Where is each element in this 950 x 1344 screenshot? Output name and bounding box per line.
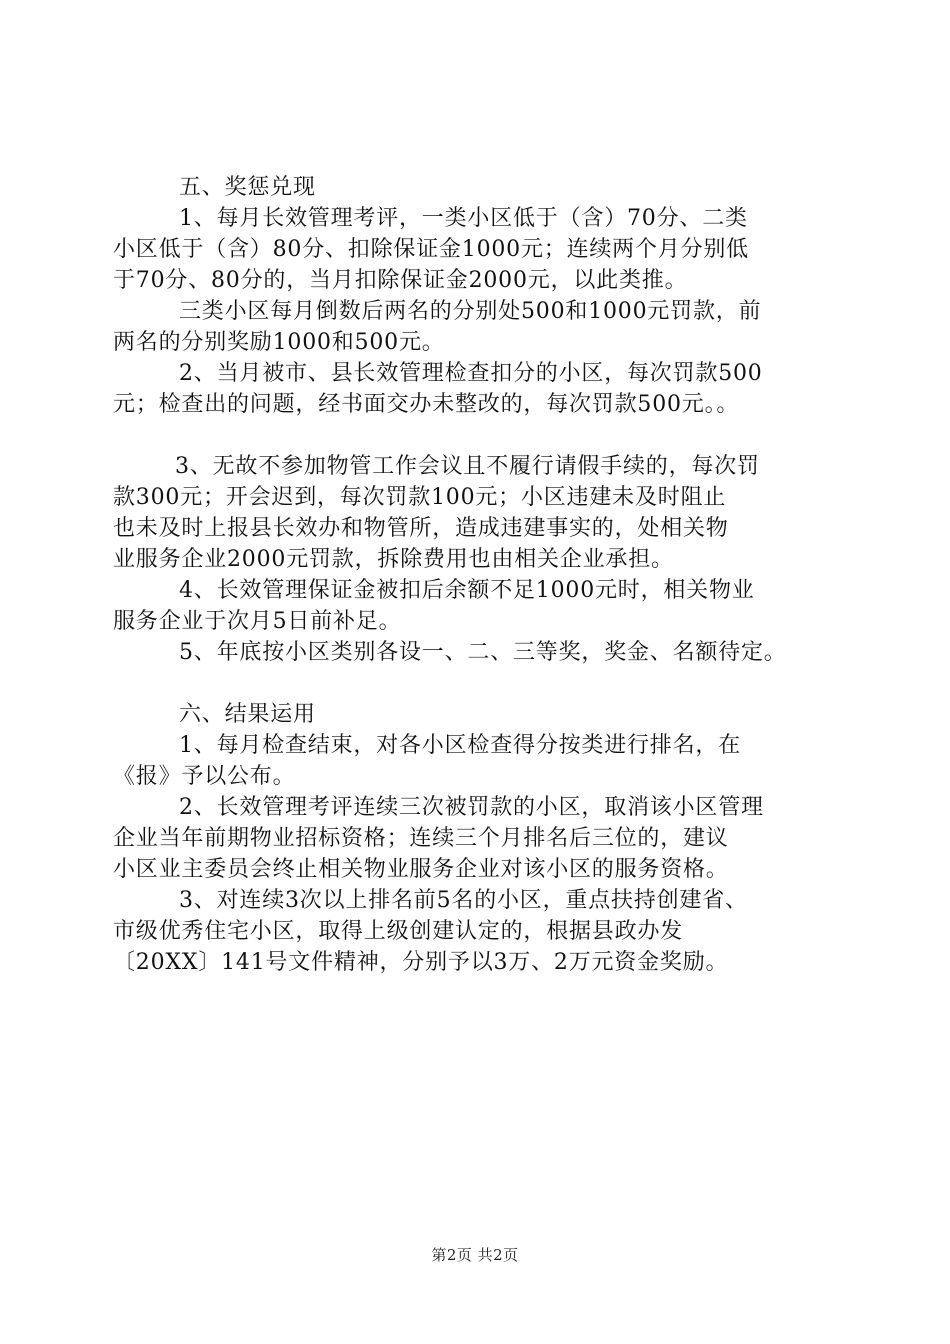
section-heading: 六、结果运用 — [179, 702, 316, 727]
text-line: 元；检查出的问题，经书面交办未整改的，每次罚款500元。。 — [113, 392, 740, 417]
paragraph — [113, 451, 838, 575]
paragraph — [113, 885, 838, 978]
paragraph-gap — [113, 668, 838, 699]
text-line: 《报》予以公布。 — [113, 764, 296, 789]
text-line: 款300元；开会迟到，每次罚款100元；小区违建未及时阻止 — [113, 485, 727, 510]
text-line: 业服务企业2000元罚款，拆除费用也由相关企业承担。 — [113, 547, 674, 572]
document-body — [113, 172, 838, 978]
text-line: 三类小区每月倒数后两名的分别处500和1000元罚款，前 — [179, 299, 762, 324]
text-line: 2、长效管理考评连续三次被罚款的小区，取消该小区管理 — [179, 795, 764, 820]
text-line: 服务企业于次月5日前补足。 — [113, 609, 402, 634]
text-line: 3、无故不参加物管工作会议且不履行请假手续的，每次罚 — [175, 454, 760, 479]
paragraph — [113, 637, 838, 668]
text-line: 市级优秀住宅小区，取得上级创建认定的，根据县政办发 — [113, 919, 684, 944]
paragraph — [113, 358, 838, 420]
text-line: 于70分、80分的，当月扣除保证金2000元，以此类推。 — [113, 268, 688, 293]
text-line: 〔20XX〕141号文件精神，分别予以3万、2万元资金奖励。 — [113, 950, 729, 975]
text-line: 1、每月检查结束，对各小区检查得分按类进行排名，在 — [179, 733, 741, 758]
page-number-label: 第2页 共2页 — [431, 1246, 519, 1264]
section-heading: 五、奖惩兑现 — [179, 175, 316, 200]
text-line: 5、年底按小区类别各设一、二、三等奖，奖金、名额待定。 — [179, 640, 787, 665]
paragraph — [113, 203, 838, 296]
paragraph — [113, 575, 838, 637]
text-line: 两名的分别奖励1000和500元。 — [113, 330, 445, 355]
paragraph — [113, 730, 838, 792]
text-line: 1、每月长效管理考评，一类小区低于（含）70分、二类 — [179, 206, 748, 231]
page-footer — [0, 1244, 950, 1265]
text-line: 小区低于（含）80分、扣除保证金1000元；连续两个月分别低 — [113, 237, 749, 262]
text-line: 企业当年前期物业招标资格；连续三个月排名后三位的，建议 — [113, 826, 729, 851]
paragraph — [113, 792, 838, 885]
text-line: 也未及时上报县长效办和物管所，造成违建事实的，处相关物 — [113, 516, 729, 541]
text-line: 2、当月被市、县长效管理检查扣分的小区，每次罚款500 — [179, 361, 763, 386]
text-line: 3、对连续3次以上排名前5名的小区，重点扶持创建省、 — [179, 888, 748, 913]
paragraph-gap — [113, 420, 838, 451]
paragraph — [113, 296, 838, 358]
text-line: 4、长效管理保证金被扣后余额不足1000元时，相关物业 — [179, 578, 755, 603]
text-line: 小区业主委员会终止相关物业服务企业对该小区的服务资格。 — [113, 857, 729, 882]
